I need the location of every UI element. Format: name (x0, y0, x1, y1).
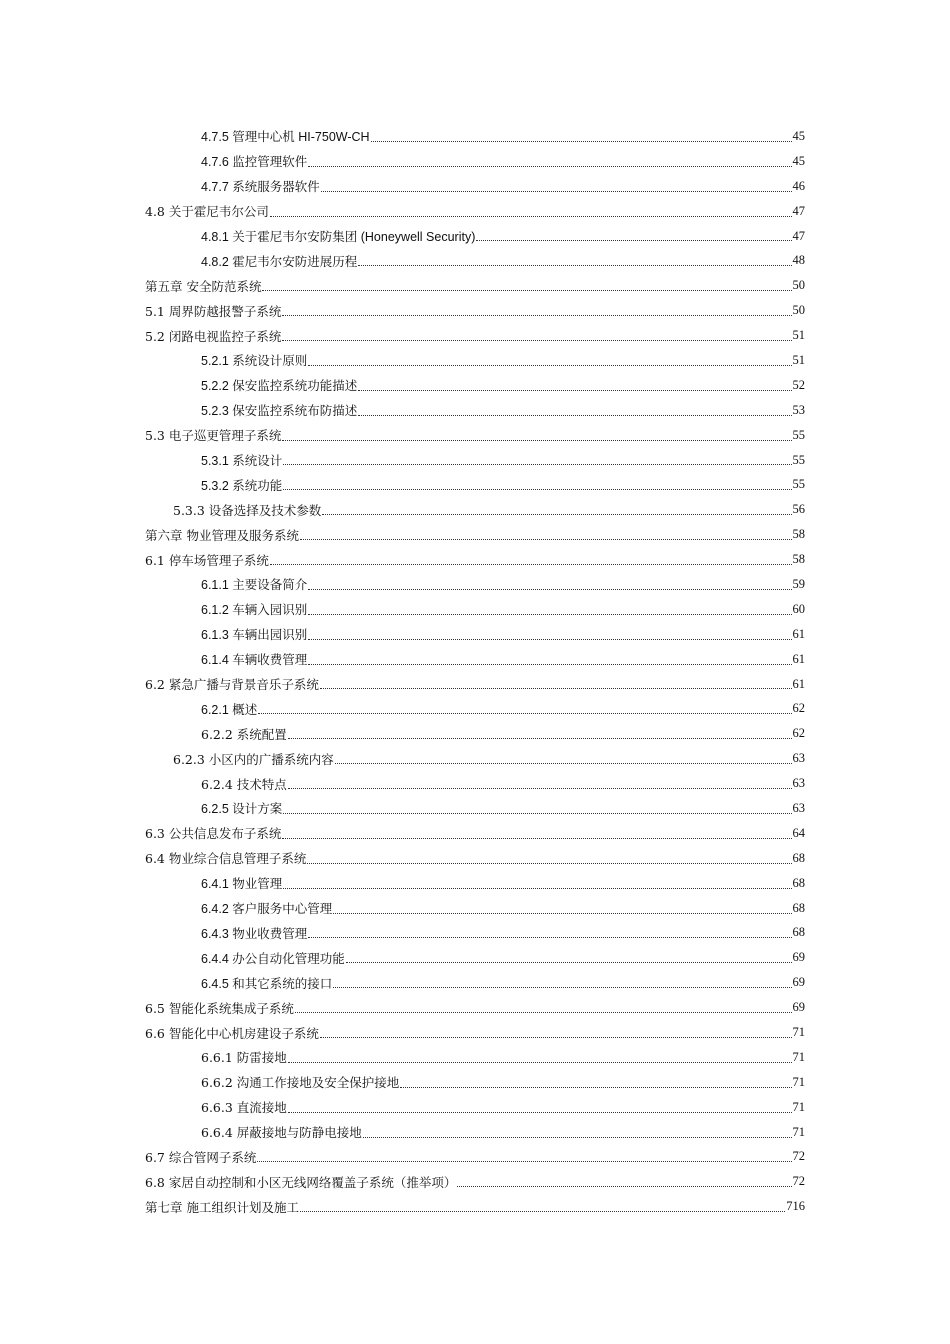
toc-entry[interactable] (145, 298, 805, 323)
toc-page-number: 52 (792, 377, 805, 392)
toc-entry[interactable] (145, 597, 805, 622)
toc-entry[interactable] (145, 547, 805, 572)
toc-page-number: 68 (792, 875, 805, 890)
toc-page-number: 69 (792, 975, 805, 990)
dot-leader (476, 239, 791, 241)
dot-leader (270, 563, 792, 565)
toc-page-number: 63 (792, 751, 805, 766)
toc-entry[interactable] (145, 721, 805, 746)
toc-page-number: 59 (792, 576, 805, 591)
dot-leader (371, 140, 792, 142)
toc-page-number: 50 (792, 303, 805, 318)
toc-entry[interactable] (145, 821, 805, 846)
dot-leader (320, 687, 792, 689)
toc-entry[interactable] (145, 896, 805, 921)
toc-page-number: 45 (792, 128, 805, 143)
toc-entry[interactable] (145, 124, 805, 149)
toc-entry-label: 6.4.3 物业收费管理 (201, 926, 308, 941)
toc-page-number: 47 (792, 203, 805, 218)
dot-leader (308, 663, 791, 665)
toc-page-number: 72 (792, 1174, 805, 1189)
toc-entry-label: 6.4 物业综合信息管理子系统 (145, 851, 307, 867)
dot-leader (333, 912, 791, 914)
toc-entry-label: 6.6.1 防雷接地 (201, 1050, 287, 1066)
toc-page-number: 63 (792, 776, 805, 791)
toc-entry[interactable] (145, 622, 805, 647)
toc-entry-label: 6.1 停车场管理子系统 (145, 552, 269, 568)
dot-leader (346, 961, 792, 963)
toc-entry-label: 6.4.5 和其它系统的接口 (201, 976, 333, 991)
toc-page-number: 716 (786, 1199, 805, 1214)
toc-entry[interactable] (145, 1120, 805, 1145)
dot-leader (308, 638, 791, 640)
toc-entry[interactable] (145, 871, 805, 896)
toc-entry[interactable] (145, 472, 805, 497)
toc-entry-label: 6.3 公共信息发布子系统 (145, 826, 282, 842)
dot-leader (358, 414, 791, 416)
toc-entry[interactable] (145, 945, 805, 970)
toc-page-number: 48 (792, 253, 805, 268)
dot-leader (262, 289, 791, 291)
toc-entry-label: 5.3.2 系统功能 (201, 478, 283, 493)
dot-leader (282, 339, 791, 341)
toc-entry-label: 5.2.3 保安监控系统布防描述 (201, 404, 358, 419)
toc-entry[interactable] (145, 348, 805, 373)
toc-entry-label: 5.2 闭路电视监控子系统 (145, 328, 282, 344)
toc-entry-label: 6.2.2 系统配置 (201, 726, 287, 742)
toc-page-number: 61 (792, 651, 805, 666)
toc-page-number: 58 (792, 552, 805, 567)
dot-leader (282, 837, 791, 839)
dot-leader (300, 538, 792, 540)
dot-leader (358, 389, 791, 391)
toc-page-number: 72 (792, 1149, 805, 1164)
dot-leader (308, 936, 791, 938)
toc-entry-label: 4.7.5 管理中心机 HI-750W-CH (201, 130, 370, 145)
dot-leader (307, 862, 791, 864)
toc-entry-label: 6.4.4 办公自动化管理功能 (201, 951, 345, 966)
toc-entry[interactable] (145, 1145, 805, 1170)
toc-entry-label: 6.1.1 主要设备简介 (201, 578, 308, 593)
toc-entry[interactable] (145, 373, 805, 398)
toc-entry-label: 6.6.4 屏蔽接地与防静电接地 (201, 1125, 362, 1141)
toc-entry[interactable] (145, 1169, 805, 1194)
toc-page-number: 68 (792, 850, 805, 865)
toc-entry-label: 6.8 家居自动控制和小区无线网络覆盖子系统（推举项） (145, 1174, 457, 1190)
dot-leader (333, 986, 791, 988)
toc-entry-label: 6.4.2 客户服务中心管理 (201, 902, 333, 917)
toc-page-number: 63 (792, 800, 805, 815)
dot-leader (308, 613, 791, 615)
toc-page-number: 53 (792, 402, 805, 417)
dot-leader (283, 887, 791, 889)
toc-page-number: 46 (792, 178, 805, 193)
table-of-contents (145, 124, 805, 1219)
toc-page-number: 56 (792, 502, 805, 517)
toc-page-number: 47 (792, 228, 805, 243)
toc-entry-label: 5.3.3 设备选择及技术参数 (173, 502, 322, 518)
toc-entry-label: 6.1.4 车辆收费管理 (201, 653, 308, 668)
toc-entry[interactable] (145, 921, 805, 946)
dot-leader (288, 787, 792, 789)
dot-leader (308, 165, 791, 167)
toc-entry[interactable] (145, 1095, 805, 1120)
toc-page-number: 55 (792, 477, 805, 492)
dot-leader (322, 513, 791, 515)
toc-entry[interactable] (145, 497, 805, 522)
toc-entry[interactable] (145, 174, 805, 199)
dot-leader (282, 439, 791, 441)
dot-leader (320, 1036, 792, 1038)
toc-page-number: 55 (792, 427, 805, 442)
toc-entry-label: 6.4.1 物业管理 (201, 877, 283, 892)
dot-leader (288, 1061, 792, 1063)
toc-entry-label: 6.2 紧急广播与背景音乐子系统 (145, 677, 319, 693)
toc-entry-label: 4.8.2 霍尼韦尔安防进展历程 (201, 254, 358, 269)
toc-entry-label: 6.6 智能化中心机房建设子系统 (145, 1025, 319, 1041)
toc-entry-label: 6.2.5 设计方案 (201, 802, 283, 817)
toc-entry-label: 6.2.3 小区内的广播系统内容 (173, 751, 334, 767)
toc-entry-label: 5.1 周界防越报警子系统 (145, 303, 282, 319)
toc-entry[interactable] (145, 323, 805, 348)
toc-entry[interactable] (145, 224, 805, 249)
toc-entry-label: 6.5 智能化系统集成子系统 (145, 1000, 294, 1016)
toc-page-number: 51 (792, 352, 805, 367)
toc-entry[interactable] (145, 696, 805, 721)
toc-page-number: 71 (792, 1099, 805, 1114)
dot-leader (288, 1111, 792, 1113)
toc-page-number: 45 (792, 153, 805, 168)
toc-page-number: 58 (792, 527, 805, 542)
toc-entry-label: 6.6.3 直流接地 (201, 1100, 287, 1116)
toc-entry[interactable] (145, 273, 805, 298)
dot-leader (288, 737, 792, 739)
toc-entry[interactable] (145, 398, 805, 423)
toc-entry-label: 6.1.3 车辆出园识别 (201, 628, 308, 643)
toc-entry[interactable] (145, 771, 805, 796)
toc-page-number: 71 (792, 1049, 805, 1064)
dot-leader (258, 712, 791, 714)
toc-page-number: 60 (792, 601, 805, 616)
toc-entry-label: 5.3.1 系统设计 (201, 454, 283, 469)
toc-entry[interactable] (145, 522, 805, 547)
toc-page-number: 69 (792, 1000, 805, 1015)
toc-entry-label: 4.7.6 监控管理软件 (201, 155, 308, 170)
toc-entry-label: 第六章 物业管理及服务系统 (145, 527, 299, 543)
toc-entry[interactable] (145, 796, 805, 821)
dot-leader (282, 314, 791, 316)
toc-page-number: 71 (792, 1124, 805, 1139)
toc-entry-label: 5.2.2 保安监控系统功能描述 (201, 379, 358, 394)
dot-leader (308, 364, 791, 366)
toc-entry-label: 4.8 关于霍尼韦尔公司 (145, 204, 269, 220)
toc-page-number: 71 (792, 1025, 805, 1039)
dot-leader (363, 1136, 792, 1138)
toc-page-number: 55 (792, 452, 805, 467)
dot-leader (300, 1210, 785, 1212)
dot-leader (400, 1086, 791, 1088)
toc-page-number: 62 (792, 726, 805, 741)
dot-leader (321, 190, 792, 192)
toc-page-number: 64 (792, 825, 805, 840)
toc-entry-label: 4.8.1 关于霍尼韦尔安防集团 (Honeywell Security) (201, 230, 476, 244)
toc-entry-label: 6.2.1 概述 (201, 702, 258, 717)
toc-page-number: 50 (792, 278, 805, 293)
toc-entry[interactable] (145, 647, 805, 672)
toc-page-number: 61 (792, 626, 805, 641)
toc-entry[interactable] (145, 248, 805, 273)
toc-entry-label: 6.2.4 技术特点 (201, 776, 287, 792)
toc-page-number: 68 (792, 925, 805, 940)
dot-leader (457, 1185, 791, 1187)
toc-entry-label: 5.2.1 系统设计原则 (201, 354, 308, 369)
toc-entry-label: 6.6.2 沟通工作接地及安全保护接地 (201, 1075, 400, 1091)
dot-leader (308, 588, 791, 590)
toc-entry[interactable] (145, 846, 805, 871)
toc-entry-label: 5.3 电子巡更管理子系统 (145, 428, 282, 444)
toc-page-number: 62 (792, 701, 805, 716)
toc-entry[interactable] (145, 572, 805, 597)
dot-leader (335, 762, 792, 764)
dot-leader (358, 264, 791, 266)
toc-entry-label: 第七章 施工组织计划及施工 (145, 1199, 299, 1215)
dot-leader (283, 488, 791, 490)
toc-entry[interactable] (145, 1045, 805, 1070)
toc-entry[interactable] (145, 1070, 805, 1095)
toc-entry[interactable] (145, 746, 805, 771)
dot-leader (257, 1160, 791, 1162)
toc-entry[interactable] (145, 970, 805, 995)
toc-entry[interactable] (145, 448, 805, 473)
toc-page-number: 69 (792, 950, 805, 965)
toc-entry[interactable] (145, 423, 805, 448)
toc-page-number: 71 (792, 1074, 805, 1089)
toc-entry-label: 6.7 综合管网子系统 (145, 1149, 257, 1165)
toc-page-number: 68 (792, 900, 805, 915)
dot-leader (270, 215, 792, 217)
toc-entry[interactable] (145, 149, 805, 174)
toc-entry-label: 4.7.7 系统服务器软件 (201, 180, 320, 195)
toc-page-number: 61 (792, 676, 805, 691)
toc-entry[interactable] (145, 1194, 805, 1219)
toc-entry-label: 6.1.2 车辆入园识别 (201, 603, 308, 618)
toc-page-number: 51 (792, 328, 805, 343)
dot-leader (295, 1011, 792, 1013)
toc-entry[interactable] (145, 995, 805, 1020)
toc-entry[interactable] (145, 1020, 805, 1045)
dot-leader (283, 812, 791, 814)
dot-leader (283, 463, 791, 465)
toc-entry[interactable] (145, 672, 805, 697)
toc-entry-label: 第五章 安全防范系统 (145, 278, 262, 294)
toc-entry[interactable] (145, 199, 805, 224)
